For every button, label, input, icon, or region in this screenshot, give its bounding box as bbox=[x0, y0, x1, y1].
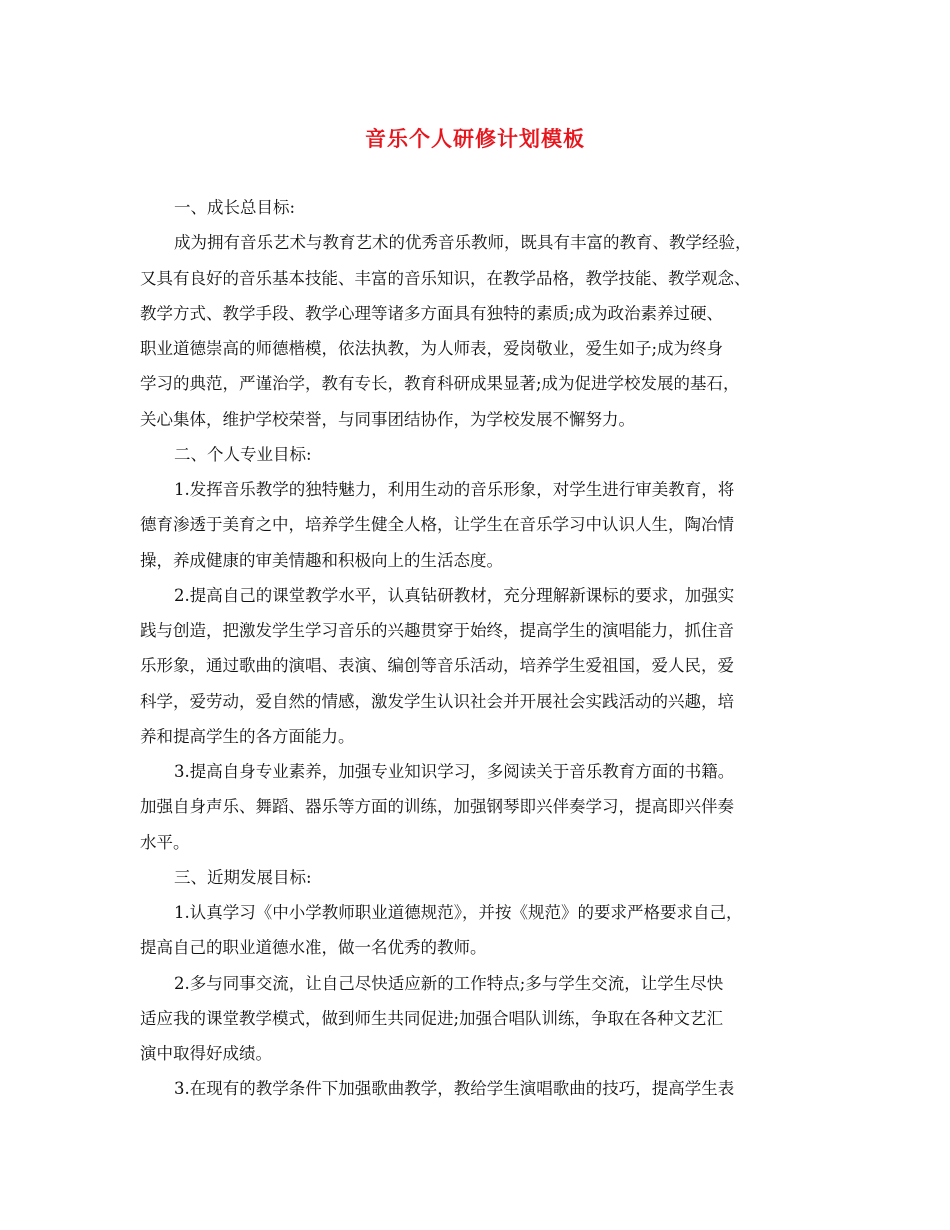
text-line: 又具有良好的音乐基本技能、丰富的音乐知识，在教学品格，教学技能、教学观念、 bbox=[140, 268, 751, 288]
text-line: 2.多与同事交流，让自己尽快适应新的工作特点;多与学生交流，让学生尽快 bbox=[174, 973, 724, 993]
text-line: 一、成长总目标: bbox=[174, 198, 296, 217]
text-line: 关心集体，维护学校荣誉，与同事团结协作，为学校发展不懈努力。 bbox=[140, 409, 635, 429]
text-line: 提高自己的职业道德水准，做一名优秀的教师。 bbox=[140, 938, 487, 958]
text-line: 3.在现有的教学条件下加强歌曲教学，教给学生演唱歌曲的技巧，提高学生表 bbox=[174, 1079, 735, 1099]
text-line: 演中取得好成绩。 bbox=[140, 1044, 272, 1063]
text-line: 适应我的课堂教学模式，做到师生共同促进;加强合唱队训练，争取在各种文艺汇 bbox=[140, 1008, 724, 1028]
document-body bbox=[140, 190, 816, 1107]
text-line: 乐形象，通过歌曲的演唱、表演、编创等音乐活动，培养学生爱祖国，爱人民，爱 bbox=[140, 656, 734, 676]
text-line: 学习的典范，严谨治学，教有专长，教育科研成果显著;成为促进学校发展的基石， bbox=[140, 374, 740, 394]
text-line: 教学方式、教学手段、教学心理等诸多方面具有独特的素质;成为政治素养过硬、 bbox=[140, 303, 724, 323]
text-line: 操，养成健康的审美情趣和积极向上的生活态度。 bbox=[140, 550, 503, 570]
text-line: 加强自身声乐、舞蹈、器乐等方面的训练，加强钢琴即兴伴奏学习，提高即兴伴奏 bbox=[140, 797, 734, 817]
text-line: 科学，爱劳动，爱自然的情感，激发学生认识社会并开展社会实践活动的兴趣，培 bbox=[140, 691, 734, 711]
text-line: 2.提高自己的课堂教学水平，认真钻研教材，充分理解新课标的要求，加强实 bbox=[174, 585, 735, 605]
text-line: 1.发挥音乐教学的独特魅力，利用生动的音乐形象，对学生进行审美教育，将 bbox=[174, 480, 735, 499]
text-line: 德育渗透于美育之中，培养学生健全人格，让学生在音乐学习中认识人生，陶冶情 bbox=[140, 515, 734, 535]
text-line: 成为拥有音乐艺术与教育艺术的优秀音乐教师，既具有丰富的教育、教学经验， bbox=[174, 233, 752, 253]
text-line: 水平。 bbox=[140, 832, 190, 852]
text-line: 践与创造，把激发学生学习音乐的兴趣贯穿于始终，提高学生的演唱能力，抓住音 bbox=[140, 621, 734, 640]
text-line: 3.提高自身专业素养，加强专业知识学习，多阅读关于音乐教育方面的书籍。 bbox=[174, 762, 735, 781]
text-line: 职业道德崇高的师德楷模，依法执教，为人师表，爱岗敬业，爱生如子;成为终身 bbox=[140, 339, 724, 358]
text-line: 三、近期发展目标: bbox=[174, 867, 312, 887]
text-line: 1.认真学习《中小学教师职业道德规范》，并按《规范》的要求严格要求自己， bbox=[174, 903, 743, 922]
text-line: 养和提高学生的各方面能力。 bbox=[140, 726, 355, 746]
document-title: 音乐个人研修计划模板 bbox=[365, 126, 585, 151]
text-line: 二、个人专业目标: bbox=[174, 444, 312, 464]
